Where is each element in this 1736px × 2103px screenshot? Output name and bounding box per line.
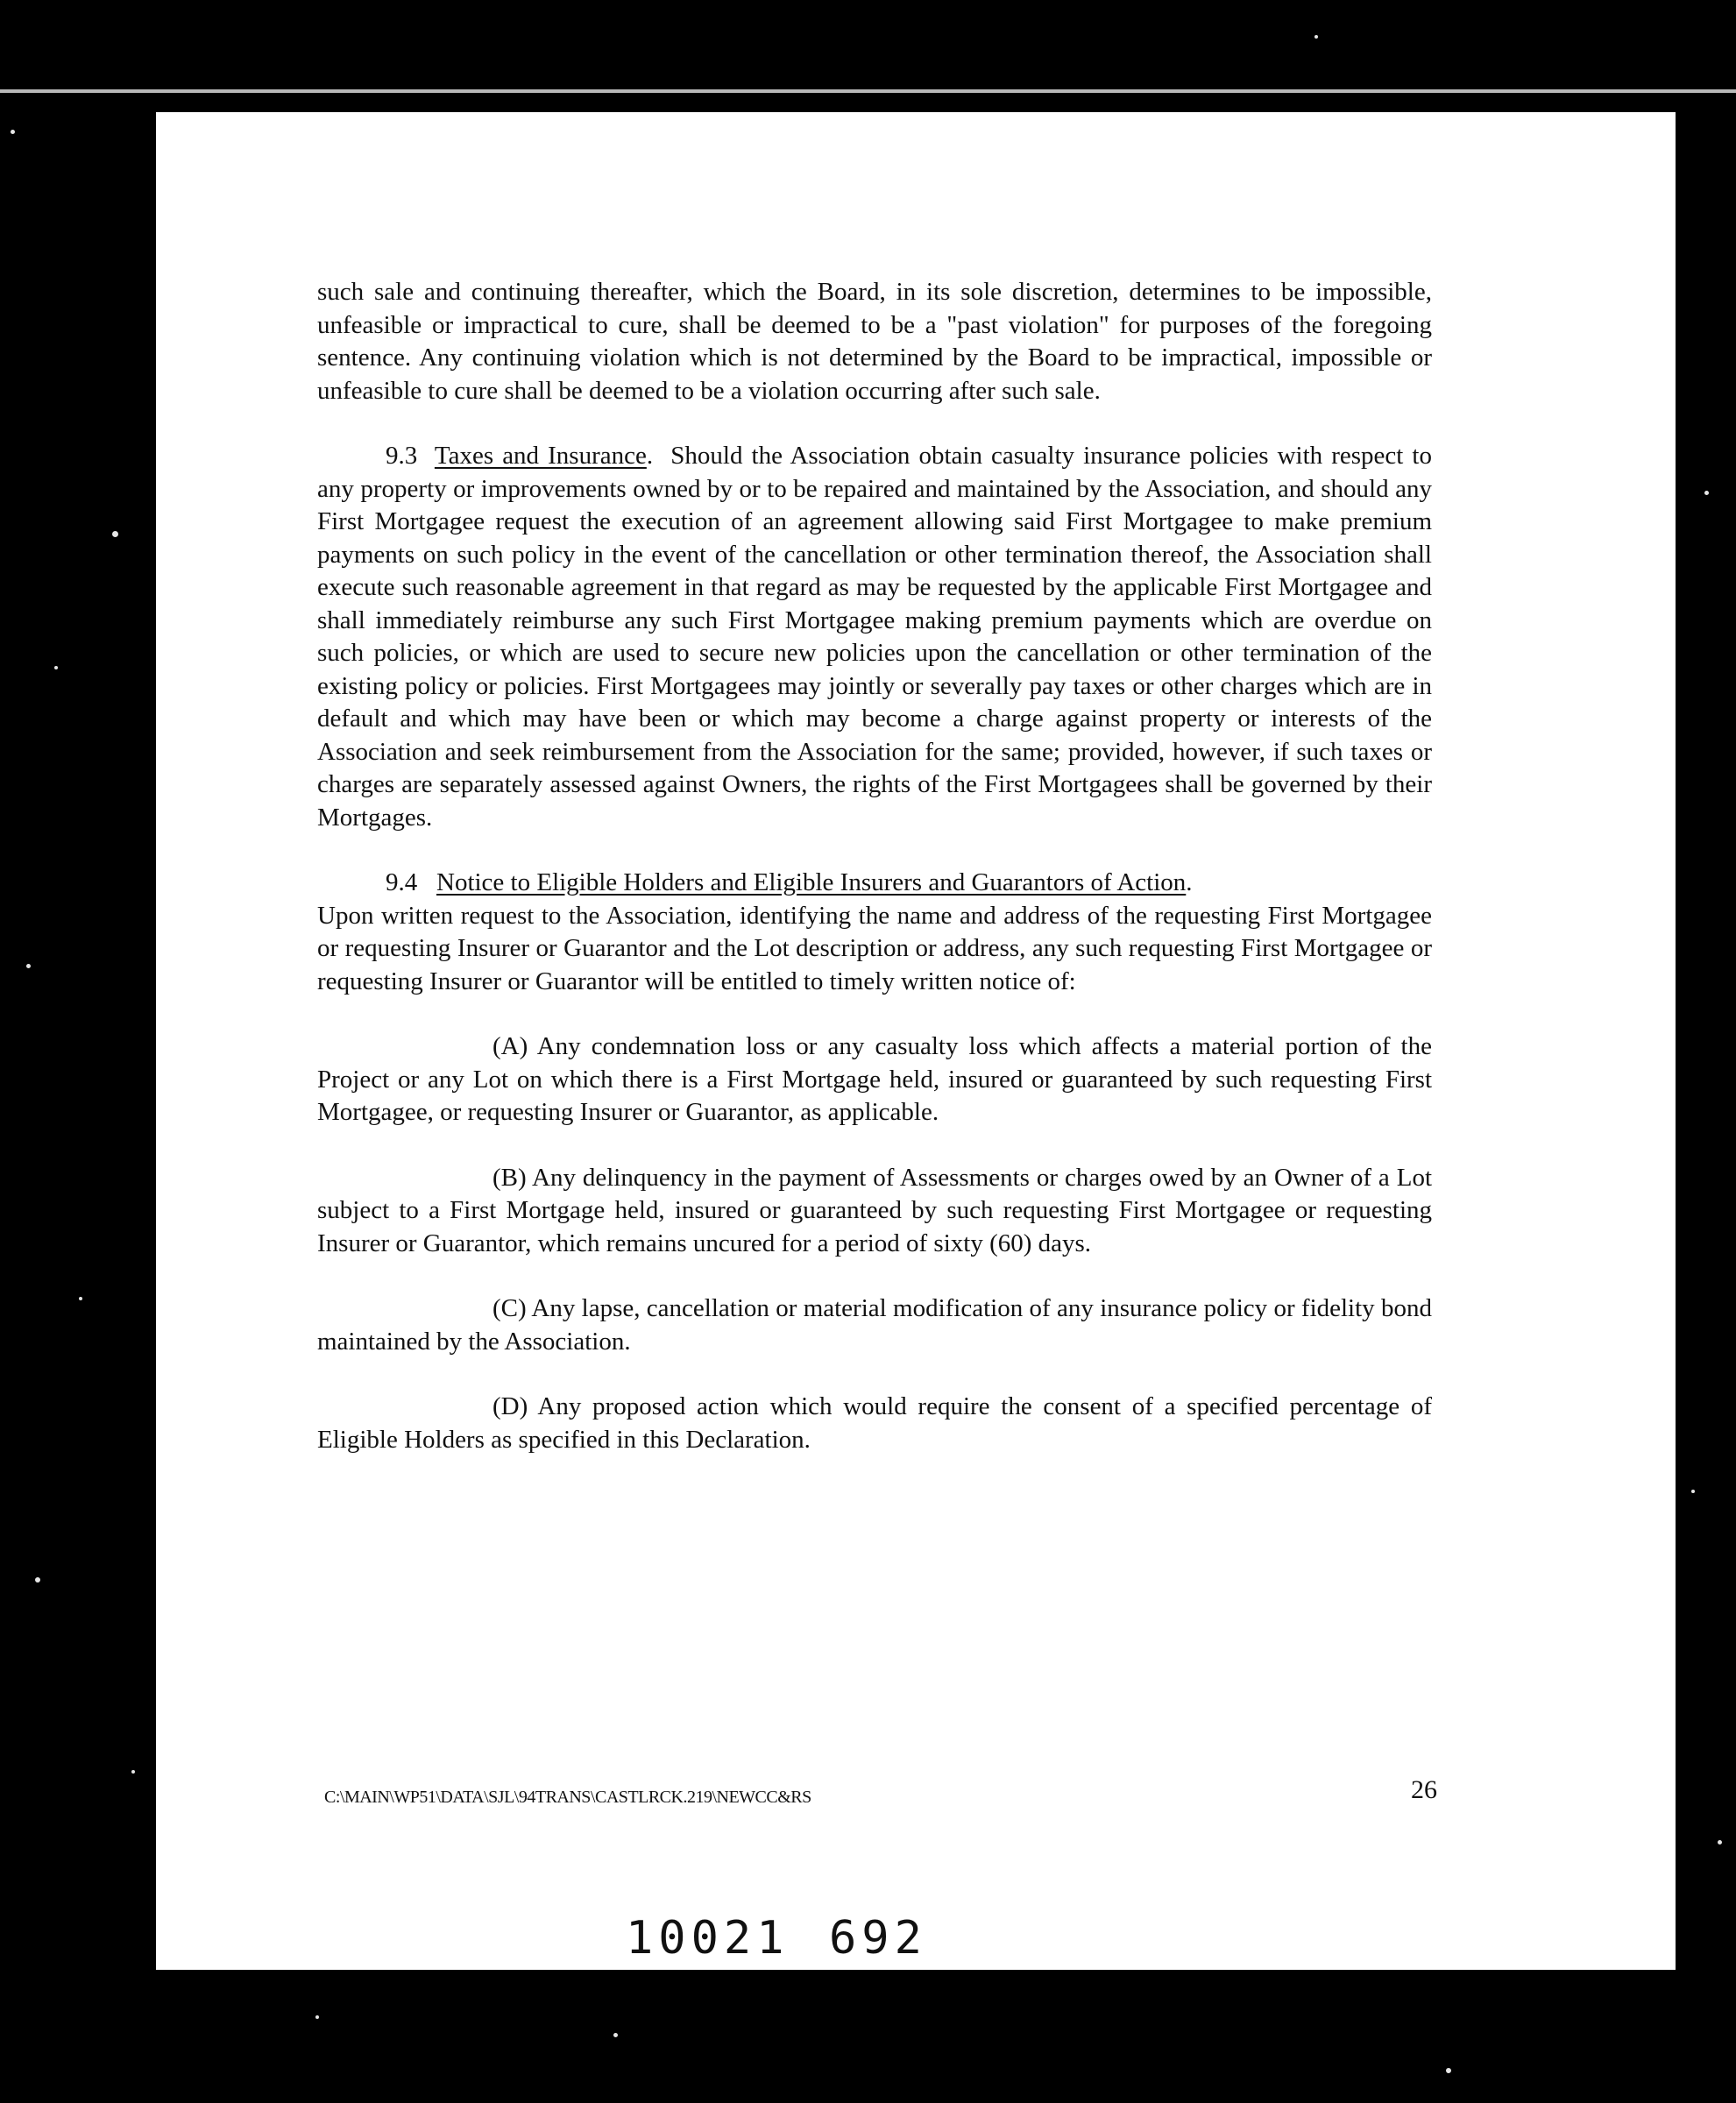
section-9-4-number: 9.4	[386, 868, 418, 896]
section-9-3-number: 9.3	[386, 442, 418, 470]
scan-speck	[131, 1770, 135, 1774]
scan-speck	[1718, 1840, 1722, 1845]
scan-speck	[1691, 1490, 1695, 1493]
section-9-3-heading: Taxes and Insurance	[434, 442, 647, 470]
list-item-c: (C) Any lapse, cancellation or material modification of any insurance policy or fidelity bond maintained by the Association.	[317, 1294, 1432, 1356]
section-9-4-body: Upon written request to the Association, identifying the name and address of the requesting First Mortgagee or requesting Insurer or Guarantor and the Lot description or address, any such requesting First Mortgagee or requesting Insurer or Guarantor will be entitled to timely written notice of:	[317, 901, 1432, 995]
scan-speck	[315, 2015, 319, 2019]
section-9-4: 9.4 Notice to Eligible Holders and Eligible Insurers and Guarantors of Action. Upon written request to the Association, identifying the name and address of the requesting First Mortgagee or requesting Insurer or Guarantor and the Lot description or address, any such requesting First Mortgagee or requesting Insurer or Guarantor will be entitled to timely written notice of:	[317, 868, 1432, 995]
section-9-4-heading: Notice to Eligible Holders and Eligible Insurers and Guarantors of Action	[436, 868, 1187, 896]
list-item-d: (D) Any proposed action which would require the consent of a specified percentage of Eligible Holders as specified in this Declaration.	[317, 1392, 1432, 1454]
list-item-a: (A) Any condemnation loss or any casualty loss which affects a material portion of the Project or any Lot on which there is a First Mortgage held, insured or guaranteed by such requesting First Mortgagee, or requesting Insurer or Guarantor, as applicable.	[317, 1032, 1432, 1126]
document-page	[156, 112, 1676, 1970]
list-item-b: (B) Any delinquency in the payment of Assessments or charges owed by an Owner of a Lot subject to a First Mortgage held, insured or guaranteed by such requesting First Mortgagee or requesting Insurer or Guarantor, which remains uncured for a period of sixty (60) days.	[317, 1163, 1432, 1257]
section-9-3: 9.3 Taxes and Insurance. Should the Association obtain casualty insurance policies with respect to any property or improvements owned by or to be repaired and maintained by the Association, and should any First Mortgagee request the execution of an agreement allowing said First Mortgagee to make premium payments on such policy in the event of the cancellation or other termination thereof, the Association shall execute such reasonable agreement in that regard as may be requested by the applicable First Mortgagee and shall immediately reimburse any such First Mortgagee making premium payments which are overdue on such policies, or which are used to secure new policies upon the cancellation or other termination of the existing policy or policies. First Mortgagees may jointly or severally pay taxes or other charges which are in default and which may have been or which may become a charge against property or interests of the Association and seek reimbursement from the Association for the same; provided, however, if such taxes or charges are separately assessed against Owners, the rights of the First Mortgagees shall be governed by their Mortgages.	[317, 442, 1432, 832]
scan-speck	[1704, 491, 1709, 495]
recording-stamp-page: 692	[829, 1912, 927, 1965]
scan-speck	[1446, 2068, 1451, 2073]
continuation-paragraph: such sale and continuing thereafter, which the Board, in its sole discretion, determines to be impossible, unfeasible or impractical to cure, shall be deemed to be a "past violation" for purposes of the foregoing sentence. Any continuing violation which is not determined by the Board to be impractical, impossible or unfeasible to cure shall be deemed to be a violation occurring after such sale.	[317, 278, 1432, 405]
scan-border-line	[0, 89, 1736, 93]
recording-stamp-book: 10021	[626, 1912, 790, 1965]
scan-speck	[26, 964, 31, 968]
footer-file-path: C:\MAIN\WP51\DATA\SJL\94TRANS\CASTLRCK.219\NEWCC&RS	[324, 1788, 811, 1807]
section-9-3-body: Should the Association obtain casualty insurance policies with respect to any property or improvements owned by or to be repaired and maintained by the Association, and should any First Mortgagee request the execution of an agreement allowing said First Mortgagee to make premium payments on such policy in the event of the cancellation or other termination thereof, the Association shall execute such reasonable agreement in that regard as may be requested by the applicable First Mortgagee and shall immediately reimburse any such First Mortgagee making premium payments which are overdue on such policies, or which are used to secure new policies upon the cancellation or other termination of the existing policy or policies. First Mortgagees may jointly or severally pay taxes or other charges which are in default and which may have been or which may become a charge against property or interests of the Association and seek reimbursement from the Association for the same; provided, however, if such taxes or charges are separately assessed against Owners, the rights of the First Mortgagees shall be governed by their Mortgages.	[317, 442, 1432, 832]
scan-speck	[112, 531, 118, 537]
scan-speck	[613, 2033, 618, 2037]
scan-speck	[11, 130, 15, 134]
scan-speck	[79, 1297, 82, 1300]
scan-speck	[1314, 35, 1318, 39]
scan-speck	[35, 1577, 40, 1583]
page-number: 26	[1411, 1775, 1437, 1804]
scan-speck	[54, 666, 58, 669]
document-body	[317, 276, 1432, 1489]
